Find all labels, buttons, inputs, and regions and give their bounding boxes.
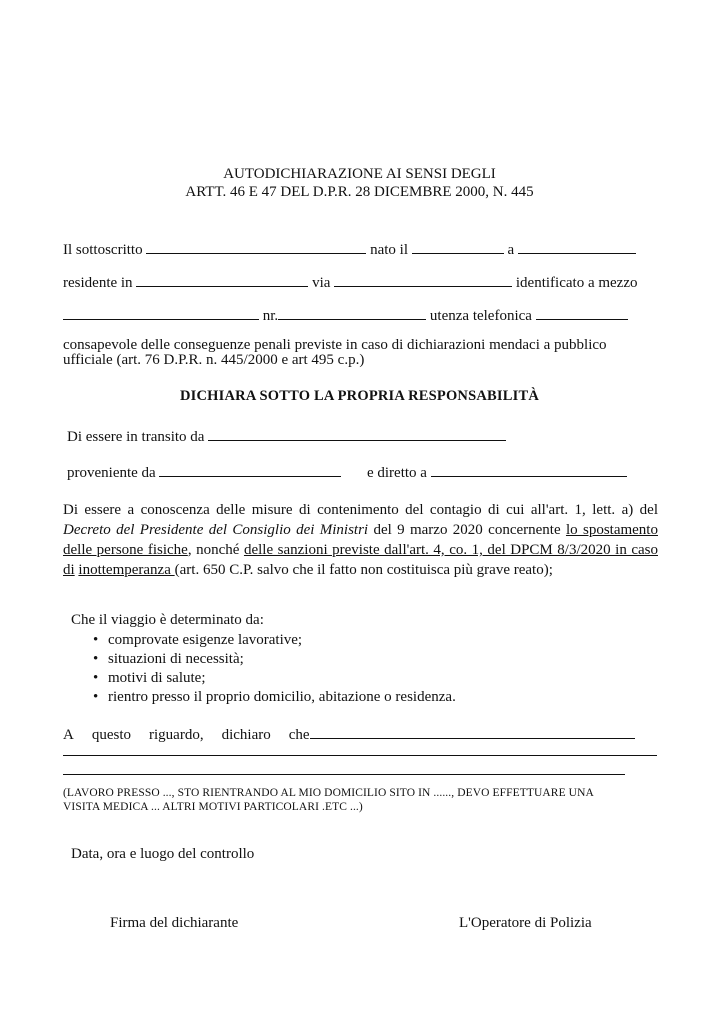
- reasons-intro: Che il viaggio è determinato da:: [71, 612, 264, 628]
- documento-row: [63, 305, 628, 325]
- inottemperanza-text: inottemperanza: [78, 562, 175, 578]
- residente-field[interactable]: [136, 272, 308, 287]
- dichiaro-field-line3[interactable]: [63, 774, 625, 775]
- residente-label: residente in: [63, 275, 133, 291]
- sottoscritto-field[interactable]: [146, 239, 366, 254]
- dichiaro-row: [63, 724, 635, 744]
- data-luogo-label: Data, ora e luogo del controllo: [71, 846, 255, 862]
- conoscenza-paragraph: [63, 500, 658, 600]
- statement-a: A: [63, 727, 74, 743]
- reason-item: • comprovate esigenze lavorative;: [93, 631, 456, 650]
- utenza-label: utenza telefonica: [429, 308, 532, 324]
- transito-label: Di essere in transito da: [67, 429, 205, 445]
- paragraph-text-5: (art. 650 C.P. salvo che il fatto non costituisca più grave reato);: [174, 562, 553, 578]
- reason-item: • motivi di salute;: [93, 669, 456, 688]
- nato-il-label: nato il: [370, 242, 408, 258]
- via-field[interactable]: [334, 272, 512, 287]
- statement-che: che: [288, 727, 310, 743]
- proveniente-field[interactable]: [159, 462, 341, 477]
- reason-item: • situazioni di necessità;: [93, 650, 456, 669]
- dichiara-heading: DICHIARA SOTTO LA PROPRIA RESPONSABILITÀ: [179, 388, 540, 404]
- form-title-line1: AUTODICHIARAZIONE AI SENSI DEGLI: [223, 166, 496, 182]
- statement-dichiaro: dichiaro: [221, 727, 271, 743]
- identificato-label: identificato a mezzo: [515, 275, 638, 291]
- documento-field[interactable]: [63, 305, 259, 320]
- provenienza-row: [67, 462, 627, 482]
- proveniente-label: proveniente da: [67, 465, 156, 481]
- form-title-line2: ARTT. 46 E 47 DEL D.P.R. 28 DICEMBRE 2000, N. 445: [185, 184, 534, 200]
- transito-field[interactable]: [208, 426, 506, 441]
- consapevole-line1: consapevole delle conseguenze penali previste in caso di dichiarazioni mendaci a pubblico: [63, 337, 607, 353]
- diretto-label: e diretto a: [366, 465, 427, 481]
- nr-label: nr.: [262, 308, 279, 324]
- nato-il-field[interactable]: [412, 239, 504, 254]
- dichiaro-field[interactable]: [310, 724, 635, 739]
- sottoscritto-label: Il sottoscritto: [63, 242, 143, 258]
- statement-riguardo: riguardo,: [149, 727, 204, 743]
- firma-dichiarante-label: Firma del dichiarante: [110, 915, 239, 931]
- utenza-field[interactable]: [536, 305, 628, 320]
- residenza-row: [63, 272, 638, 292]
- paragraph-text-3: , nonché: [187, 542, 244, 558]
- reasons-list: [93, 631, 456, 707]
- sottoscritto-row: [63, 239, 636, 259]
- decreto-text: Decreto del Presidente del Consiglio dei Ministri: [63, 522, 369, 538]
- nr-field[interactable]: [278, 305, 426, 320]
- statement-questo: questo: [91, 727, 132, 743]
- paragraph-text-1: Di essere a conoscenza delle misure di contenimento del contagio di cui all'art. 1, lett. a) del: [63, 502, 658, 518]
- examples-line1: (LAVORO PRESSO ..., STO RIENTRANDO AL MIO DOMICILIO SITO IN ......, DEVO EFFETTUARE UNA: [63, 787, 594, 799]
- luogo-nascita-field[interactable]: [518, 239, 636, 254]
- via-label: via: [312, 275, 331, 291]
- diretto-field[interactable]: [431, 462, 627, 477]
- examples-line2: VISITA MEDICA ... ALTRI MOTIVI PARTICOLARI .ETC ...): [63, 801, 363, 813]
- dichiaro-field-line2[interactable]: [63, 755, 657, 756]
- spostamento-text: lo spostamento delle persone fisiche: [63, 522, 658, 558]
- consapevole-line2: ufficiale (art. 76 D.P.R. n. 445/2000 e art 495 c.p.): [63, 352, 365, 368]
- transito-row: [67, 426, 506, 446]
- operatore-polizia-label: L'Operatore di Polizia: [459, 915, 592, 931]
- paragraph-text-2: del 9 marzo 2020 concernente: [368, 522, 566, 538]
- luogo-nascita-label: a: [507, 242, 515, 258]
- sanzioni-text: delle sanzioni previste dall'art. 4, co. 1, del DPCM 8/3/2020 in caso di: [63, 542, 658, 578]
- reason-item: • rientro presso il proprio domicilio, abitazione o residenza.: [93, 688, 456, 707]
